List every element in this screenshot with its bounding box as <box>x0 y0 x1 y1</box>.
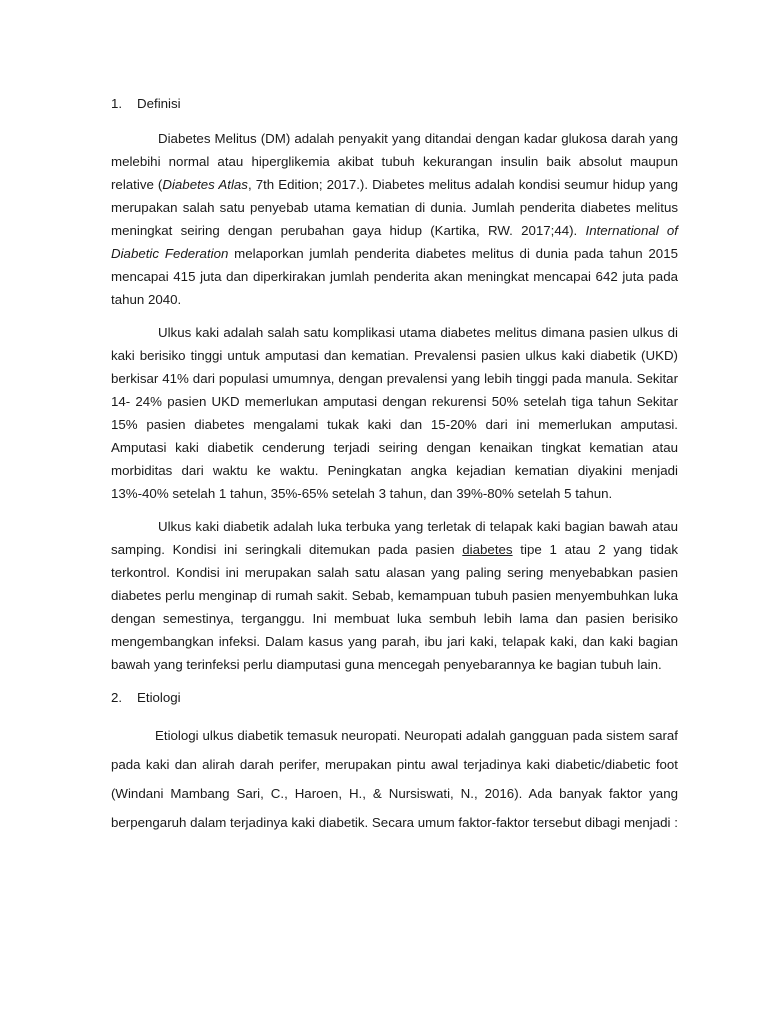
section-heading-definisi <box>111 92 678 115</box>
section-heading-etiologi <box>111 686 678 709</box>
italic-citation: Diabetes Atlas <box>162 177 248 192</box>
paragraph-ulkus-kaki: Ulkus kaki adalah salah satu komplikasi utama diabetes melitus dimana pasien ulkus di kaki berisiko tinggi untuk amputasi dan kematian. Prevalensi pasien ulkus kaki diabetik (UKD) berkisar 41% dari populasi umumnya, dengan prevalensi yang lebih tinggi pada manula. Sekitar 14- 24% pasien UKD memerlukan amputasi dengan rekurensi 50% setelah tiga tahun Sekitar 15% pasien diabetes mengalami tukak kaki dan 15-20% dari ini memerlukan amputasi. Amputasi kaki diabetik cenderung terjadi seiring dengan kenaikan tingkat kematian atau morbiditas dari waktu ke waktu. Peningkatan angka kejadian kematian diyakini menjadi 13%-40% setelah 1 tahun, 35%-65% setelah 3 tahun, dan 39%-80% setelah 5 tahun. <box>111 325 678 501</box>
section-number: 2. <box>111 690 123 705</box>
paragraph-ulkus-kaki-diabetik: Ulkus kaki diabetik adalah luka terbuka yang terletak di telapak kaki bagian bawah atau samping. Kondisi ini seringkali ditemukan pada pasien diabetes tipe 1 atau 2 yang tidak terkontrol. Kondisi ini merupakan salah satu alasan yang paling sering menyebabkan pasien diabetes perlu menginap di rumah sakit. Sebab, kemampuan tubuh pasien menyembuhkan luka dengan semestinya, terganggu. Ini membuat luka sembuh lebih lama dan pasien berisiko mengembangkan infeksi. Dalam kasus yang parah, ibu jari kaki, telapak kaki, dan kaki bagian bawah yang terinfeksi perlu diamputasi guna mencegah penyebarannya ke bagian tubuh lain. <box>111 519 678 672</box>
section-title: Definisi <box>137 96 181 111</box>
document-body <box>111 92 678 837</box>
italic-organization: International of Diabetic Federation <box>111 223 679 261</box>
paragraph-etiologi: Etiologi ulkus diabetik temasuk neuropati. Neuropati adalah gangguan pada sistem saraf pada kaki dan alirah darah perifer, merupakan pintu awal terjadinya kaki diabetic/diabetic foot (Windani Mambang Sari, C., Haroen, H., & Nursiswati, N., 2016). Ada banyak faktor yang berpengaruh dalam terjadinya kaki diabetik. Secara umum faktor-faktor tersebut dibagi menjadi : <box>111 728 678 830</box>
etiologi-section <box>111 721 678 837</box>
section-title: Etiologi <box>137 690 181 705</box>
section-number: 1. <box>111 96 123 111</box>
paragraph-definition: Diabetes Melitus (DM) adalah penyakit yang ditandai dengan kadar glukosa darah yang melebihi normal atau hiperglikemia akibat tubuh kekurangan insulin baik absolut maupun relative (Diabetes Atlas, 7th Edition; 2017.). Diabetes melitus adalah kondisi seumur hidup yang merupakan salah satu penyebab utama kematian di dunia. Jumlah penderita diabetes melitus meningkat seiring dengan perubahan gaya hidup (Kartika, RW. 2017;44). International of Diabetic Federation melaporkan jumlah penderita diabetes melitus di dunia pada tahun 2015 mencapai 415 juta dan diperkirakan jumlah penderita akan meningkat mencapai 642 juta pada tahun 2040. <box>111 131 679 307</box>
diabetes-link[interactable]: diabetes <box>462 542 513 557</box>
